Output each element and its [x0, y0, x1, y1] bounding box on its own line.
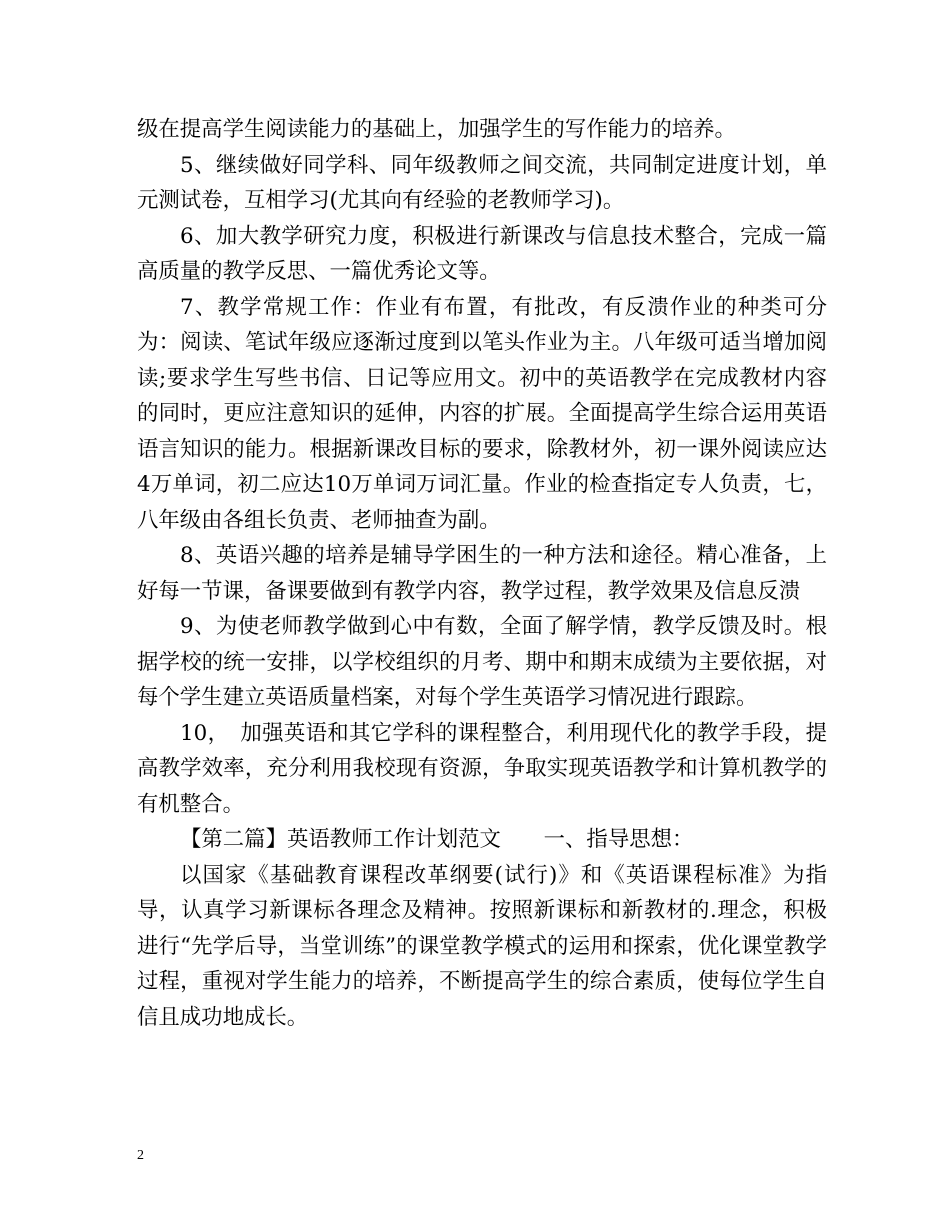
paragraph-item-10: 10， 加强英语和其它学科的课程整合，利用现代化的教学手段，提高教学效率，充分利用我校现有资源，争取实现英语教学和计算机教学的有机整合。 — [137, 720, 827, 817]
paragraph-item-9: 9、为使老师教学做到心中有数，全面了解学情，教学反馈及时。根据学校的统一安排，以学校组织的月考、期中和期末成绩为主要依据，对每个学生建立英语质量档案，对每个学生英语学习情况进行跟踪。 — [137, 614, 827, 710]
paragraph-item-7: 7、教学常规工作：作业有布置，有批改，有反溃作业的种类可分为：阅读、笔试年级应逐渐过度到以笔头作业为主。八年级可适当增加阅读;要求学生写些书信、日记等应用文。初中的英语教学在完成教材内容的同时，更应注意知识的延伸，内容的扩展。全面提高学生综合运用英语语言知识的能力。根据新课改目标的要求，除教材外，初一课外阅读应达4万单词，初二应达10万单词万词汇量。作业的检查指定专人负责，七，八年级由各组长负责、老师抽查为副。 — [137, 294, 827, 533]
paragraph-continuation: 级在提高学生阅读能力的基础上，加强学生的写作能力的培养。 — [137, 117, 736, 142]
document-body — [137, 112, 827, 1035]
paragraph-item-5: 5、继续做好同学科、同年级教师之间交流，共同制定进度计划，单元测试卷，互相学习(尤其向有经验的老教师学习)。 — [137, 152, 827, 213]
paragraph-item-8: 8、英语兴趣的培养是辅导学困生的一种方法和途径。精心准备，上好每一节课，备课要做到有教学内容，教学过程，教学效果及信息反溃 — [137, 543, 827, 604]
paragraph-guiding-ideology: 以国家《基础教育课程改革纲要(试行)》和《英语课程标准》为指导，认真学习新课标各理念及精神。按照新课标和新教材的.理念，积极进行“先学后导，当堂训练”的课堂教学模式的运用和探索，优化课堂教学过程，重视对学生能力的培养，不断提高学生的综合素质，使每位学生自信且成功地成长。 — [137, 862, 827, 1030]
paragraph-item-6: 6、加大教学研究力度，积极进行新课改与信息技术整合，完成一篇高质量的教学反思、一篇优秀论文等。 — [137, 223, 827, 284]
section-heading-second-article: 【第二篇】英语教师工作计划范文 一、指导思想： — [180, 827, 694, 852]
page-number: 2 — [137, 1148, 144, 1163]
